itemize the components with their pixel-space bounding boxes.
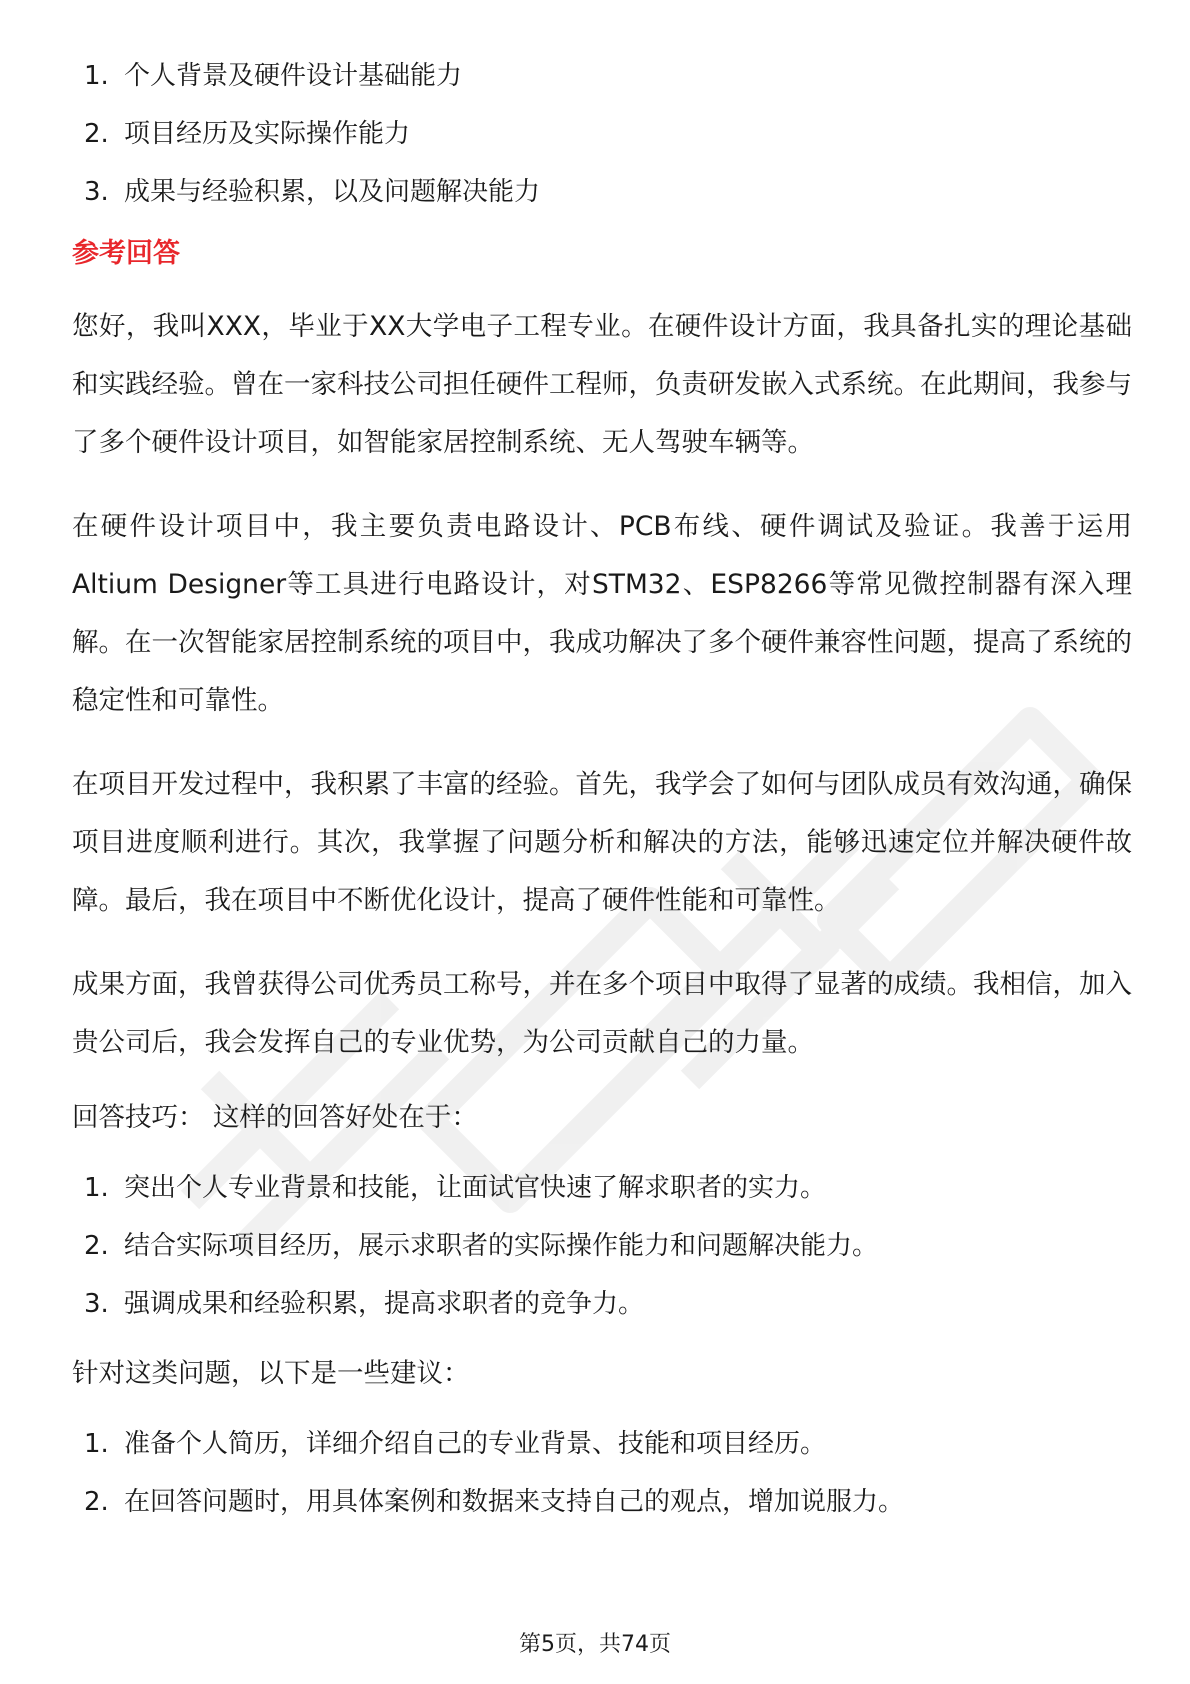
list-number: 2. xyxy=(84,1487,109,1517)
list-number: 1. xyxy=(84,1173,109,1203)
answer-paragraph-1: 您好，我叫XXX，毕业于XX大学电子工程专业。在硬件设计方面，我具备扎实的理论基础和实践经验。曾在一家科技公司担任硬件工程师，负责研发嵌入式系统。在此期间，我参与了多个硬件设计项目，如智能家居控制系统、无人驾驶车辆等。 xyxy=(72,311,1132,458)
advice-intro: 针对这类问题，以下是一些建议： xyxy=(72,1358,470,1389)
page-footer: 第5页，共74页 xyxy=(519,1632,671,1657)
list-item-text: 强调成果和经验积累，提高求职者的竞争力。 xyxy=(124,1289,645,1319)
list-number: 3. xyxy=(84,1289,109,1319)
top-numbered-list xyxy=(72,56,1132,212)
list-item xyxy=(72,1226,1132,1266)
list-number: 2. xyxy=(84,119,109,149)
tips-numbered-list xyxy=(72,1168,1132,1324)
list-item-text: 结合实际项目经历，展示求职者的实际操作能力和问题解决能力。 xyxy=(124,1231,879,1261)
list-item-text: 突出个人专业背景和技能，让面试官快速了解求职者的实力。 xyxy=(124,1173,827,1203)
list-item xyxy=(72,1424,1132,1464)
list-item xyxy=(72,1168,1132,1208)
list-number: 1. xyxy=(84,61,109,91)
list-item xyxy=(72,172,1132,212)
list-item xyxy=(72,114,1132,154)
list-item xyxy=(72,56,1132,96)
answer-paragraph-4: 成果方面，我曾获得公司优秀员工称号，并在多个项目中取得了显著的成绩。我相信，加入贵公司后，我会发挥自己的专业优势，为公司贡献自己的力量。 xyxy=(72,969,1132,1058)
answer-paragraph-3: 在项目开发过程中，我积累了丰富的经验。首先，我学会了如何与团队成员有效沟通，确保项目进度顺利进行。其次，我掌握了问题分析和解决的方法，能够迅速定位并解决硬件故障。最后，我在项目中不断优化设计，提高了硬件性能和可靠性。 xyxy=(72,769,1132,916)
list-item-text: 准备个人简历，详细介绍自己的专业背景、技能和项目经历。 xyxy=(124,1429,827,1459)
document-content xyxy=(72,56,1132,1540)
list-item-text: 个人背景及硬件设计基础能力 xyxy=(124,61,463,91)
answer-heading: 参考回答 xyxy=(72,238,180,269)
tips-intro: 回答技巧： 这样的回答好处在于： xyxy=(72,1102,478,1133)
answer-paragraph-2: 在硬件设计项目中，我主要负责电路设计、PCB布线、硬件调试及验证。我善于运用Altium Designer等工具进行电路设计，对STM32、ESP8266等常见微控制器有深入理解。在一次智能家居控制系统的项目中，我成功解决了多个硬件兼容性问题，提高了系统的稳定性和可靠性。 xyxy=(72,511,1132,716)
list-item-text: 项目经历及实际操作能力 xyxy=(124,119,411,149)
list-number: 2. xyxy=(84,1231,109,1261)
list-item-text: 在回答问题时，用具体案例和数据来支持自己的观点，增加说服力。 xyxy=(124,1487,905,1517)
list-number: 1. xyxy=(84,1429,109,1459)
list-item-text: 成果与经验积累，以及问题解决能力 xyxy=(124,177,541,207)
list-item xyxy=(72,1284,1132,1324)
advice-numbered-list xyxy=(72,1424,1132,1522)
list-number: 3. xyxy=(84,177,109,207)
list-item xyxy=(72,1482,1132,1522)
